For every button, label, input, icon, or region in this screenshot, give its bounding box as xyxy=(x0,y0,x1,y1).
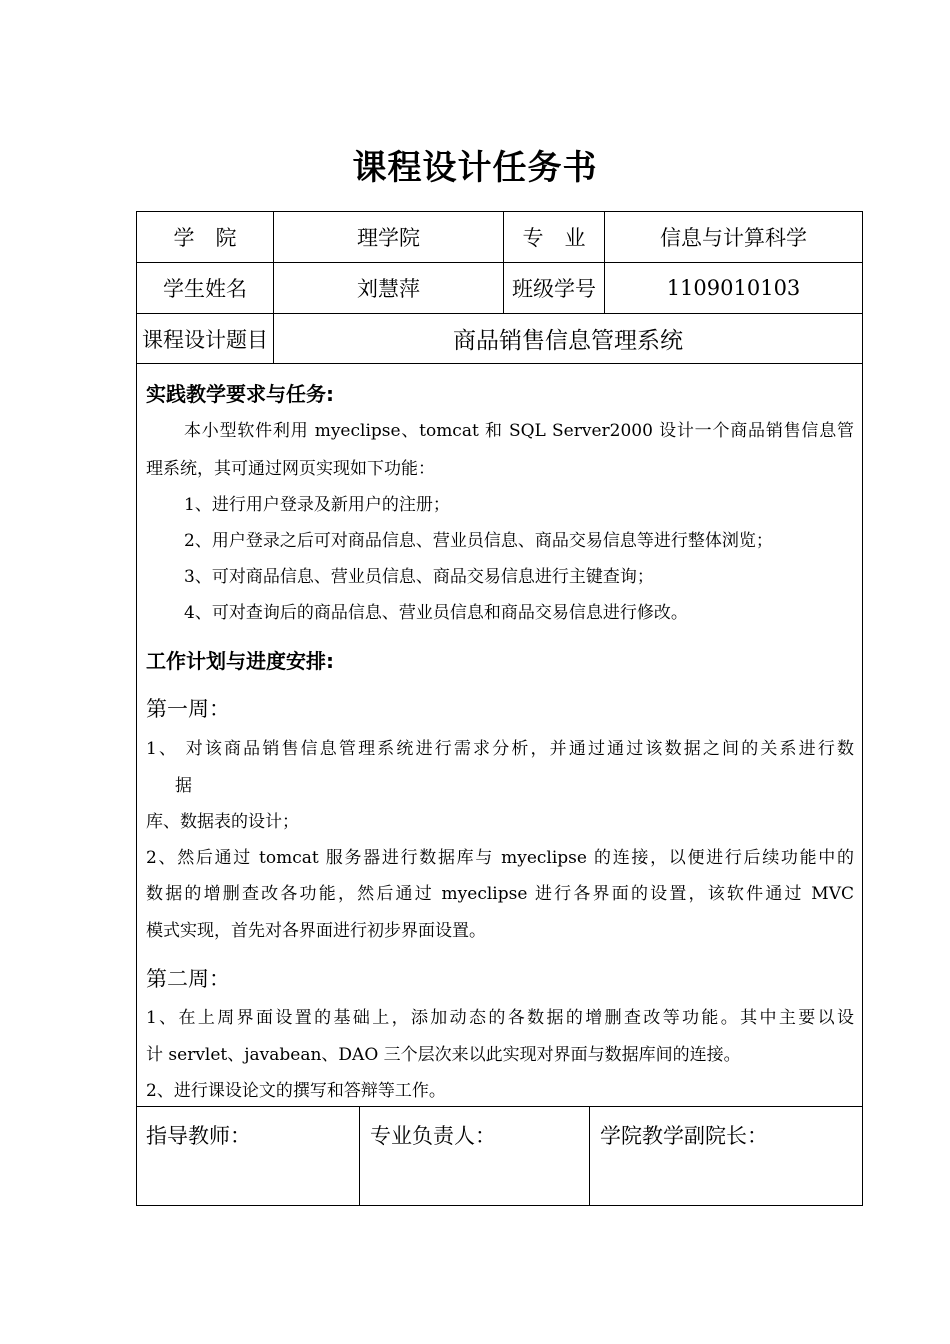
week1-line: 1、 对该商品销售信息管理系统进行需求分析，并通过通过该数据之间的关系进行数 xyxy=(146,739,854,759)
topic-value: 商品销售信息管理系统 xyxy=(453,328,683,354)
requirement-line: 理系统，其可通过网页实现如下功能： xyxy=(146,459,435,479)
requirement-line: 3、可对商品信息、营业员信息、商品交易信息进行主键查询； xyxy=(184,567,654,587)
requirement-line: 1、进行用户登录及新用户的注册； xyxy=(184,495,450,515)
week1-line: 模式实现，首先对各界面进行初步界面设置。 xyxy=(146,921,486,941)
page-title: 课程设计任务书 xyxy=(352,148,598,188)
week2-line: 计 servlet、javabean、DAO 三个层次来以此实现对界面与数据库间的连接。 xyxy=(146,1045,741,1065)
row-divider xyxy=(136,363,863,364)
column-divider xyxy=(359,1106,360,1206)
advisor-signature-label: 指导教师： xyxy=(146,1124,251,1148)
major-value: 信息与计算科学 xyxy=(660,226,807,250)
requirement-line: 本小型软件利用 myeclipse、tomcat 和 SQL Server2000 设计一个商品销售信息管 xyxy=(184,421,854,441)
requirements-heading: 实践教学要求与任务: xyxy=(146,382,334,406)
vice-dean-signature-label: 学院教学副院长： xyxy=(600,1124,768,1148)
week1-line: 数据的增删查改各功能，然后通过 myeclipse 进行各界面的设置，该软件通过 MVC xyxy=(146,884,854,904)
college-value: 理学院 xyxy=(357,226,420,250)
requirement-line: 4、可对查询后的商品信息、营业员信息和商品交易信息进行修改。 xyxy=(184,603,688,623)
week1-line: 据 xyxy=(175,776,192,796)
class-id-label: 班级学号 xyxy=(512,277,596,301)
major-head-signature-label: 专业负责人： xyxy=(370,1124,496,1148)
column-divider xyxy=(589,1106,590,1206)
student-name-value: 刘慧萍 xyxy=(357,277,420,301)
week1-line: 2、然后通过 tomcat 服务器进行数据库与 myeclipse 的连接，以便进行后续功能中的 xyxy=(146,848,854,868)
topic-label: 课程设计题目 xyxy=(142,327,268,352)
major-label: 专 业 xyxy=(522,226,586,250)
week2-line: 1、在上周界面设置的基础上，添加动态的各数据的增删查改等功能。其中主要以设 xyxy=(146,1008,854,1028)
week1-label: 第一周： xyxy=(146,697,230,721)
college-label: 学 院 xyxy=(173,226,237,250)
row-divider xyxy=(136,1106,863,1107)
week1-line: 库、数据表的设计； xyxy=(146,812,299,832)
week2-label: 第二周： xyxy=(146,967,230,991)
student-name-label: 学生姓名 xyxy=(163,277,247,301)
class-id-value: 1109010103 xyxy=(666,276,801,300)
plan-heading: 工作计划与进度安排: xyxy=(146,649,334,673)
week2-line: 2、进行课设论文的撰写和答辩等工作。 xyxy=(146,1081,446,1101)
requirement-line: 2、用户登录之后可对商品信息、营业员信息、商品交易信息等进行整体浏览； xyxy=(184,531,773,551)
